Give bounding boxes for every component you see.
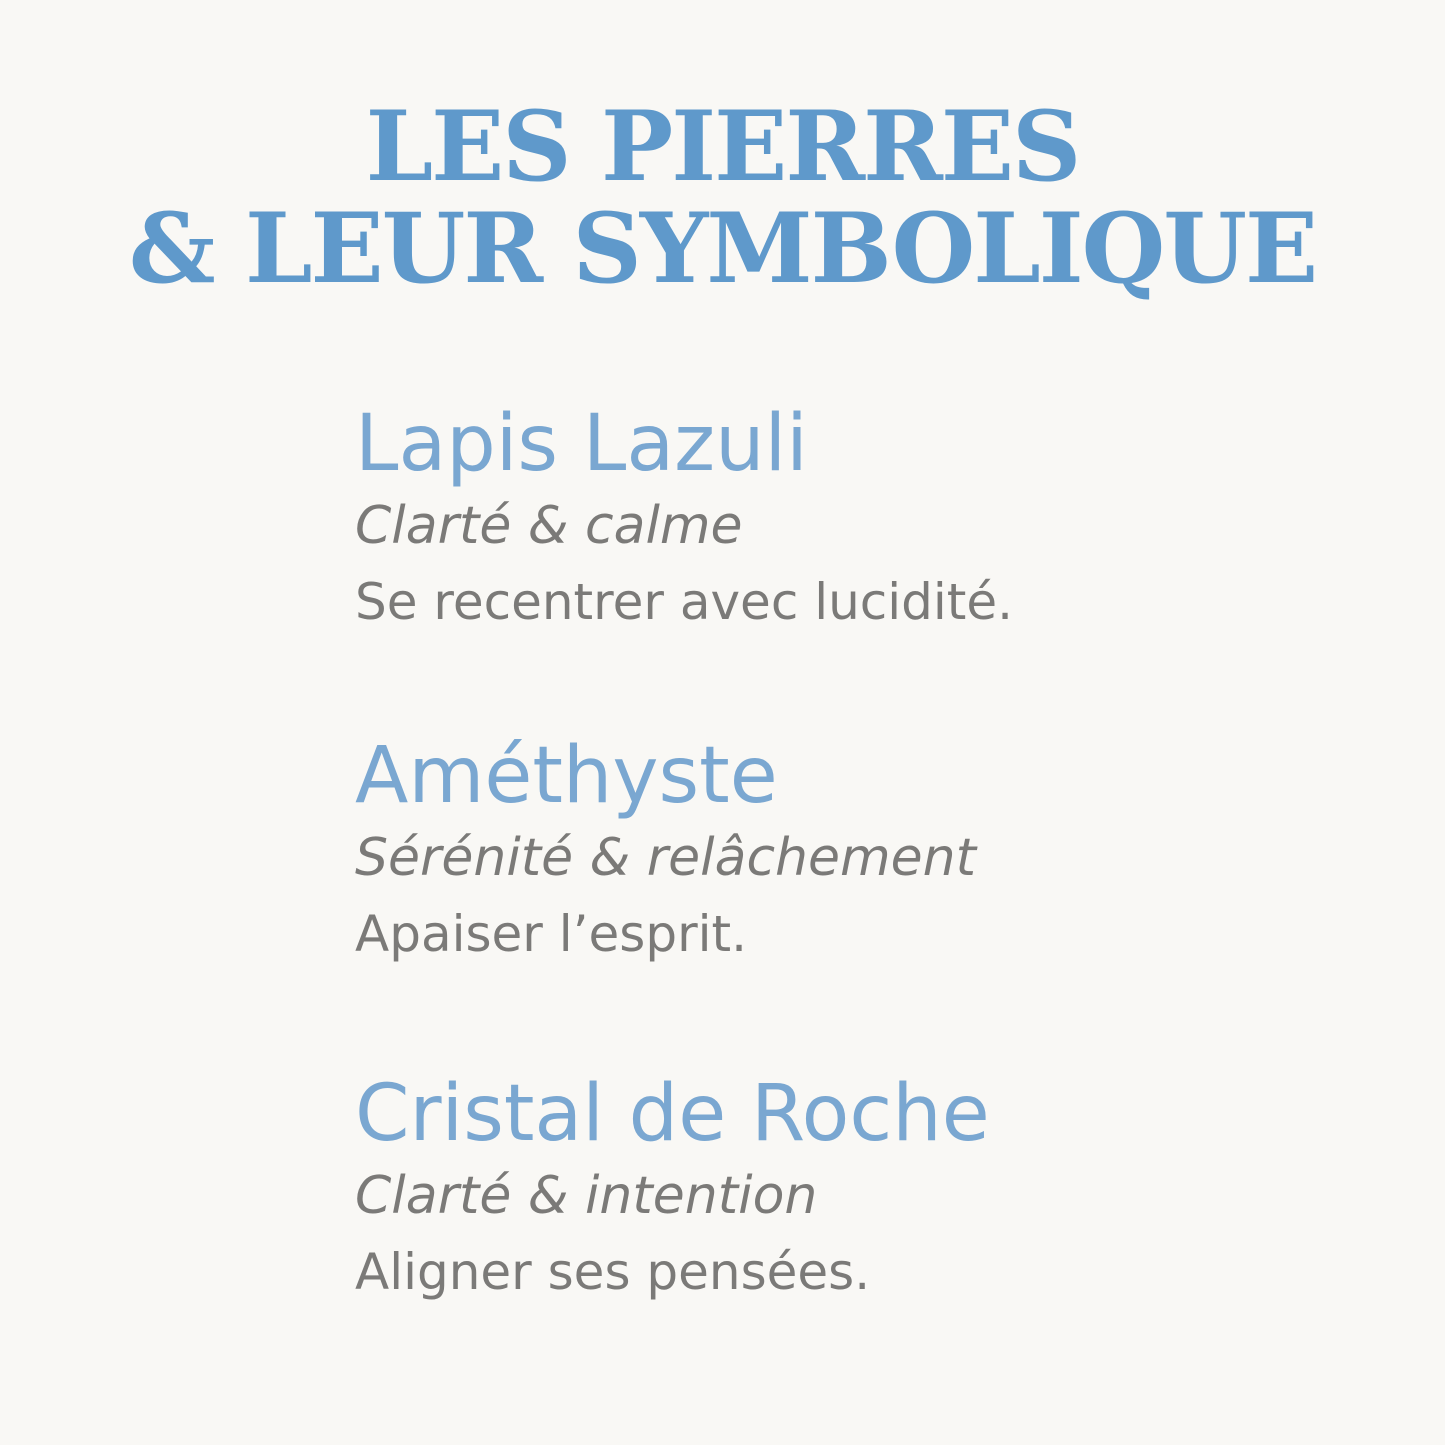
stone-subtitle: Clarté & intention	[355, 1166, 818, 1226]
stone-entry-amethyste	[355, 730, 1405, 974]
stone-description: Aligner ses pensées.	[355, 1243, 871, 1301]
stone-name: Lapis Lazuli	[355, 399, 808, 489]
stone-description: Apaiser l’esprit.	[355, 905, 748, 963]
page-title-line-1: LES PIERRES	[365, 90, 1080, 203]
stone-description: Se recentrer avec lucidité.	[355, 573, 1014, 631]
stone-entry-cristal-de-roche	[355, 1068, 1405, 1312]
stone-entry-lapis-lazuli	[355, 398, 1405, 642]
stone-name: Cristal de Roche	[355, 1069, 990, 1159]
stone-name: Améthyste	[355, 731, 778, 821]
page-title-line-2: & LEUR SYMBOLIQUE	[128, 192, 1317, 305]
stone-subtitle: Clarté & calme	[355, 496, 743, 556]
stone-subtitle: Sérénité & relâchement	[355, 828, 976, 888]
